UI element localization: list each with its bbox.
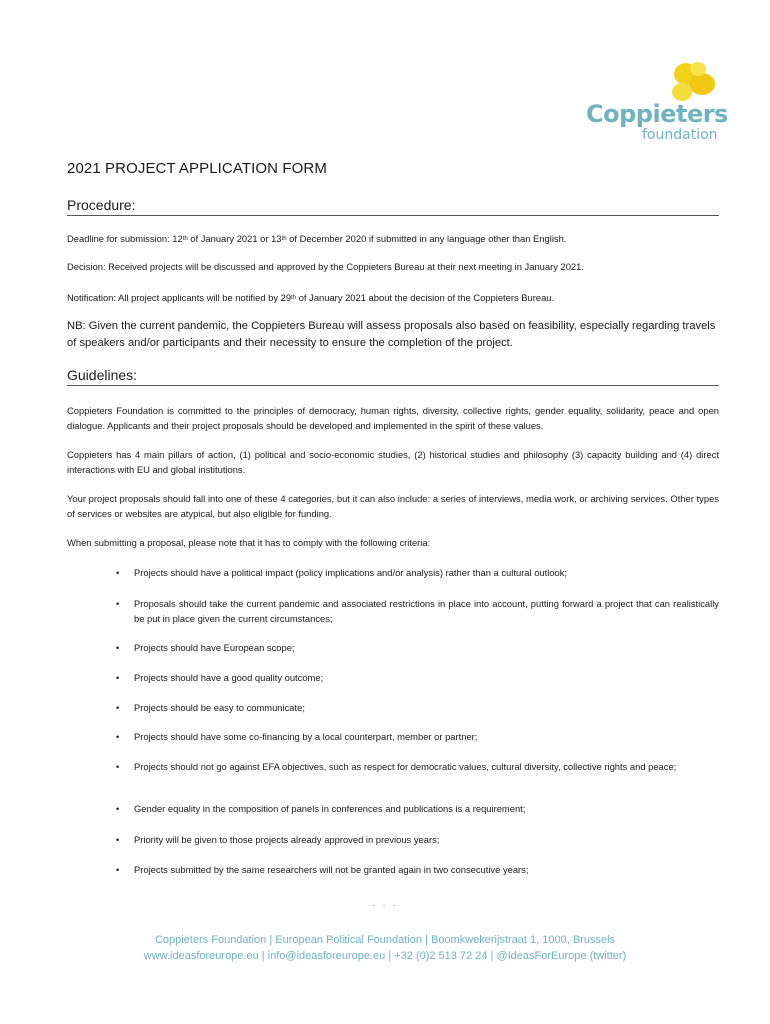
bullet-icon: • (116, 598, 120, 609)
bullet-icon: • (116, 864, 120, 875)
logo-subtitle: foundation (642, 127, 718, 143)
bullet-icon: • (116, 731, 120, 742)
guidelines-paragraph-3: Your project proposals should fall into one of these 4 categories, but it can also include: a series of interviews, media work, or archiving services. Other types of services or websites are atypical, but also eligible for funding. (67, 493, 719, 519)
list-item: Gender equality in the composition of panels in conferences and publications is a requirement; (134, 803, 526, 814)
bullet-icon: • (116, 834, 120, 845)
page-title: 2021 PROJECT APPLICATION FORM (67, 160, 327, 177)
guidelines-paragraph-1: Coppieters Foundation is committed to the principles of democracy, human rights, diversity, collective rights, gender equality, solidarity, peace and open dialogue. Applicants and their project proposals should be developed and implemented in the spirit of these values. (67, 405, 719, 431)
list-item: Projects should have some co-financing by a local counterpart, member or partner; (134, 731, 478, 742)
bullet-icon: • (116, 803, 120, 814)
decision-text: Decision: Received projects will be discussed and approved by the Coppieters Bureau at their next meeting in January 2021. (67, 261, 584, 272)
list-item: Projects submitted by the same researchers will not be granted again in two consecutive years; (134, 864, 529, 875)
notification-text: Notification: All project applicants will be notified by 29th of January 2021 about the decision of the Coppieters Bureau. (67, 292, 555, 303)
coppieters-logo (582, 60, 728, 143)
bullet-icon: • (116, 761, 120, 772)
nb-notice: NB: Given the current pandemic, the Coppieters Bureau will assess proposals also based on feasibility, especially regarding travels of speakers and/or participants and their necessity to ensure the completion of the project. (67, 320, 716, 349)
guidelines-paragraph-2: Coppieters has 4 main pillars of action, (1) political and socio-economic studies, (2) historical studies and philosophy (3) capacity building and (4) direct interactions with EU and global institutions. (67, 449, 719, 475)
logo-name: Coppieters (586, 100, 728, 128)
bullet-icon: • (116, 672, 120, 683)
guidelines-heading: Guidelines: (67, 367, 719, 386)
list-item: Priority will be given to those projects already approved in previous years; (134, 834, 440, 845)
bullet-icon: • (116, 702, 120, 713)
separator-dots: · · · (372, 900, 398, 911)
footer-contact: www.ideasforeurope.eu | info@ideasforeurope.eu | +32 (0)2 513 72 24 | @IdeasForEurope (twitter) (143, 950, 627, 962)
bullet-icon: • (116, 567, 120, 578)
list-item: Projects should have a political impact (policy implications and/or analysis) rather than a cultural outlook; (134, 567, 568, 578)
deadline-text: Deadline for submission: 12th of January 2021 or 13th of December 2020 if submitted in any language other than English. (67, 233, 567, 244)
list-item: Projects should not go against EFA objectives, such as respect for democratic values, cultural diversity, collective rights and peace; (134, 761, 677, 772)
bullet-icon: • (116, 642, 120, 653)
list-item: Projects should be easy to communicate; (134, 702, 305, 713)
procedure-heading: Procedure: (67, 197, 719, 216)
guidelines-paragraph-4: When submitting a proposal, please note that it has to comply with the following criteria: (67, 537, 431, 548)
list-item: Projects should have European scope; (134, 642, 295, 653)
list-item: Projects should have a good quality outcome; (134, 672, 324, 683)
list-item: Proposals should take the current pandemic and associated restrictions in place into account, putting forward a project that can realistically be put in place given the current circumstances; (134, 598, 719, 624)
footer-address: Coppieters Foundation | European Political Foundation | Boomkwekerijstraat 1, 1000, Brussels (154, 934, 616, 946)
